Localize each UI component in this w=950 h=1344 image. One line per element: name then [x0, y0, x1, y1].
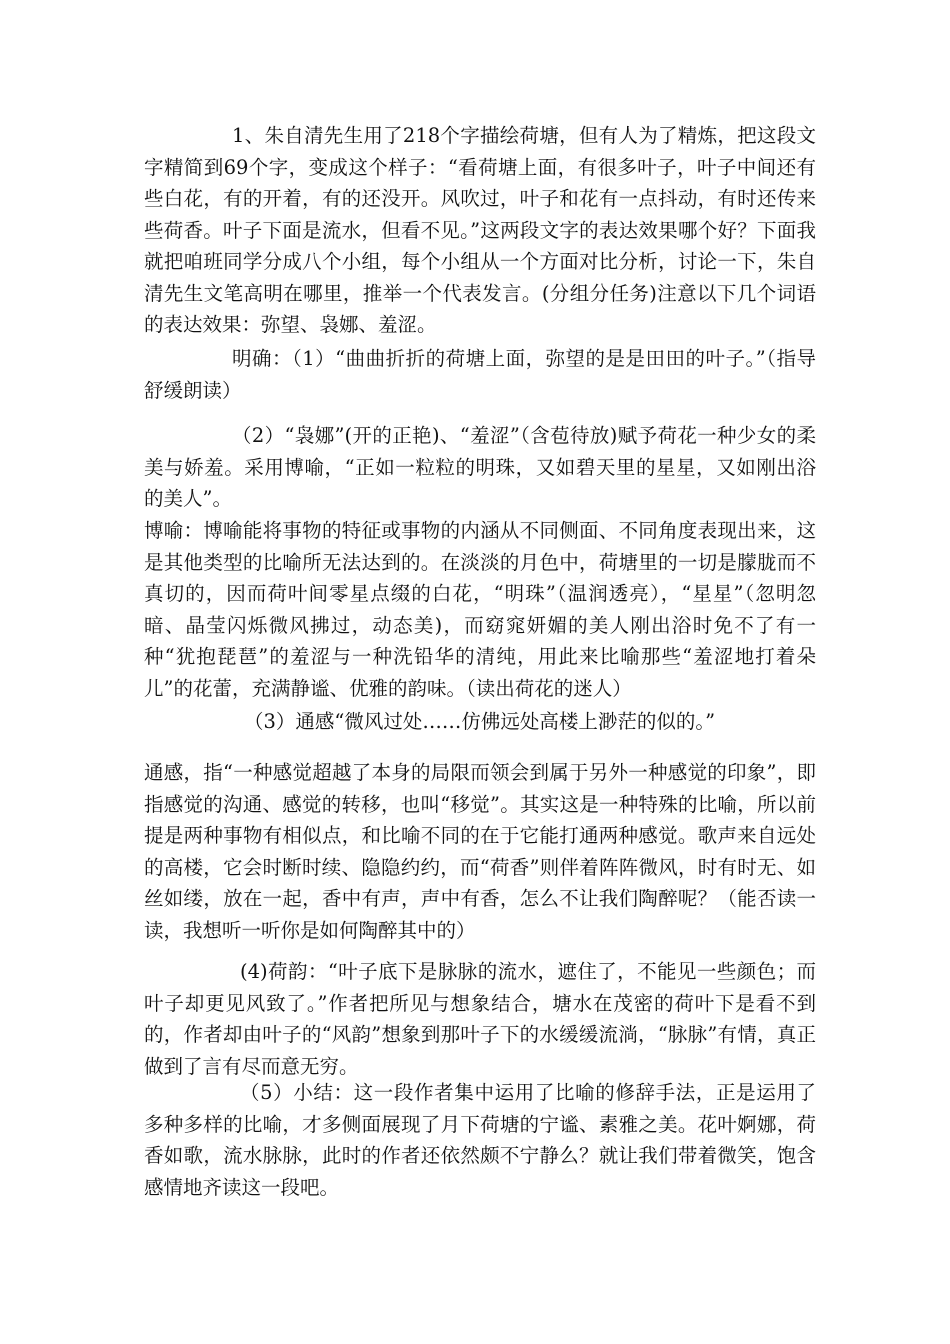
paragraph-heyun: (4)荷韵：“叶子底下是脉脉的流水，遮住了，不能见一些颜色；而叶子却更见风致了。”作者把所见与想象结合，塘水在茂密的荷叶下是看不到的，作者却由叶子的“风韵”想象到那叶子下的水缓缓流淌，“脉脉”有情，真正做到了言有尽而意无穷。	[144, 960, 816, 1078]
paragraph-summary: （5）小结：这一段作者集中运用了比喻的修辞手法，正是运用了多种多样的比喻，才多侧面展现了月下荷塘的宁谧、素雅之美。花叶婀娜，荷香如歌，流水脉脉，此时的作者还依然颇不宁静么？就让我们带着微笑，饱含感情地齐读这一段吧。	[144, 1081, 816, 1199]
paragraph-tonggan-heading: （3）通感“微风过处……仿佛远处高楼上渺茫的似的。”	[244, 710, 716, 733]
paragraph-tonggan-explanation: 通感，指“一种感觉超越了本身的局限而领会到属于另外一种感觉的印象”，即指感觉的沟通、感觉的转移，也叫“移觉”。其实这是一种特殊的比喻，所以前提是两种事物有相似点，和比喻不同的在于它能打通两种感觉。歌声来自远处的高楼，它会时断时续、隐隐约约，而“荷香”则伴着阵阵微风，时有时无、如丝如缕，放在一起，香中有声，声中有香，怎么不让我们陶醉呢？（能否读一读，我想听一听你是如何陶醉其中的）	[144, 761, 816, 942]
paragraph-clarification-2: （2）“袅娜”(开的正艳)、“羞涩”（含苞待放)赋予荷花一种少女的柔美与娇羞。采用博喻，“正如一粒粒的明珠，又如碧天里的星星，又如刚出浴的美人”。	[144, 424, 816, 510]
paragraph-clarification-1: 明确：（1）“曲曲折折的荷塘上面，弥望的是是田田的叶子。”（指导舒缓朗读）	[144, 347, 816, 402]
paragraph-task-intro: 1、朱自清先生用了218个字描绘荷塘，但有人为了精炼，把这段文字精简到69个字，变成这个样子：“看荷塘上面，有很多叶子，叶子中间还有些白花，有的开着，有的还没开。风吹过，叶子和花有一点抖动，有时还传来些荷香。叶子下面是流水，但看不见。”这两段文字的表达效果哪个好？下面我就把咱班同学分成八个小组，每个小组从一个方面对比分析，讨论一下，朱自清先生文笔高明在哪里，推举一个代表发言。(分组分任务)注意以下几个词语的表达效果：弥望、袅娜、羞涩。	[144, 124, 816, 336]
paragraph-boyu-explanation: 博喻：博喻能将事物的特征或事物的内涵从不同侧面、不同角度表现出来，这是其他类型的比喻所无法达到的。在淡淡的月色中，荷塘里的一切是朦胧而不真切的，因而荷叶间零星点缀的白花，“明珠”（温润透亮），“星星”（忽明忽暗、晶莹闪烁微风拂过，动态美)，而窈窕妍媚的美人刚出浴时免不了有一种“犹抱琵琶”的羞涩与一种洗铅华的清纯，用此来比喻那些“羞涩地打着朵儿”的花蕾，充满静谧、优雅的韵味。（读出荷花的迷人）	[144, 519, 816, 700]
